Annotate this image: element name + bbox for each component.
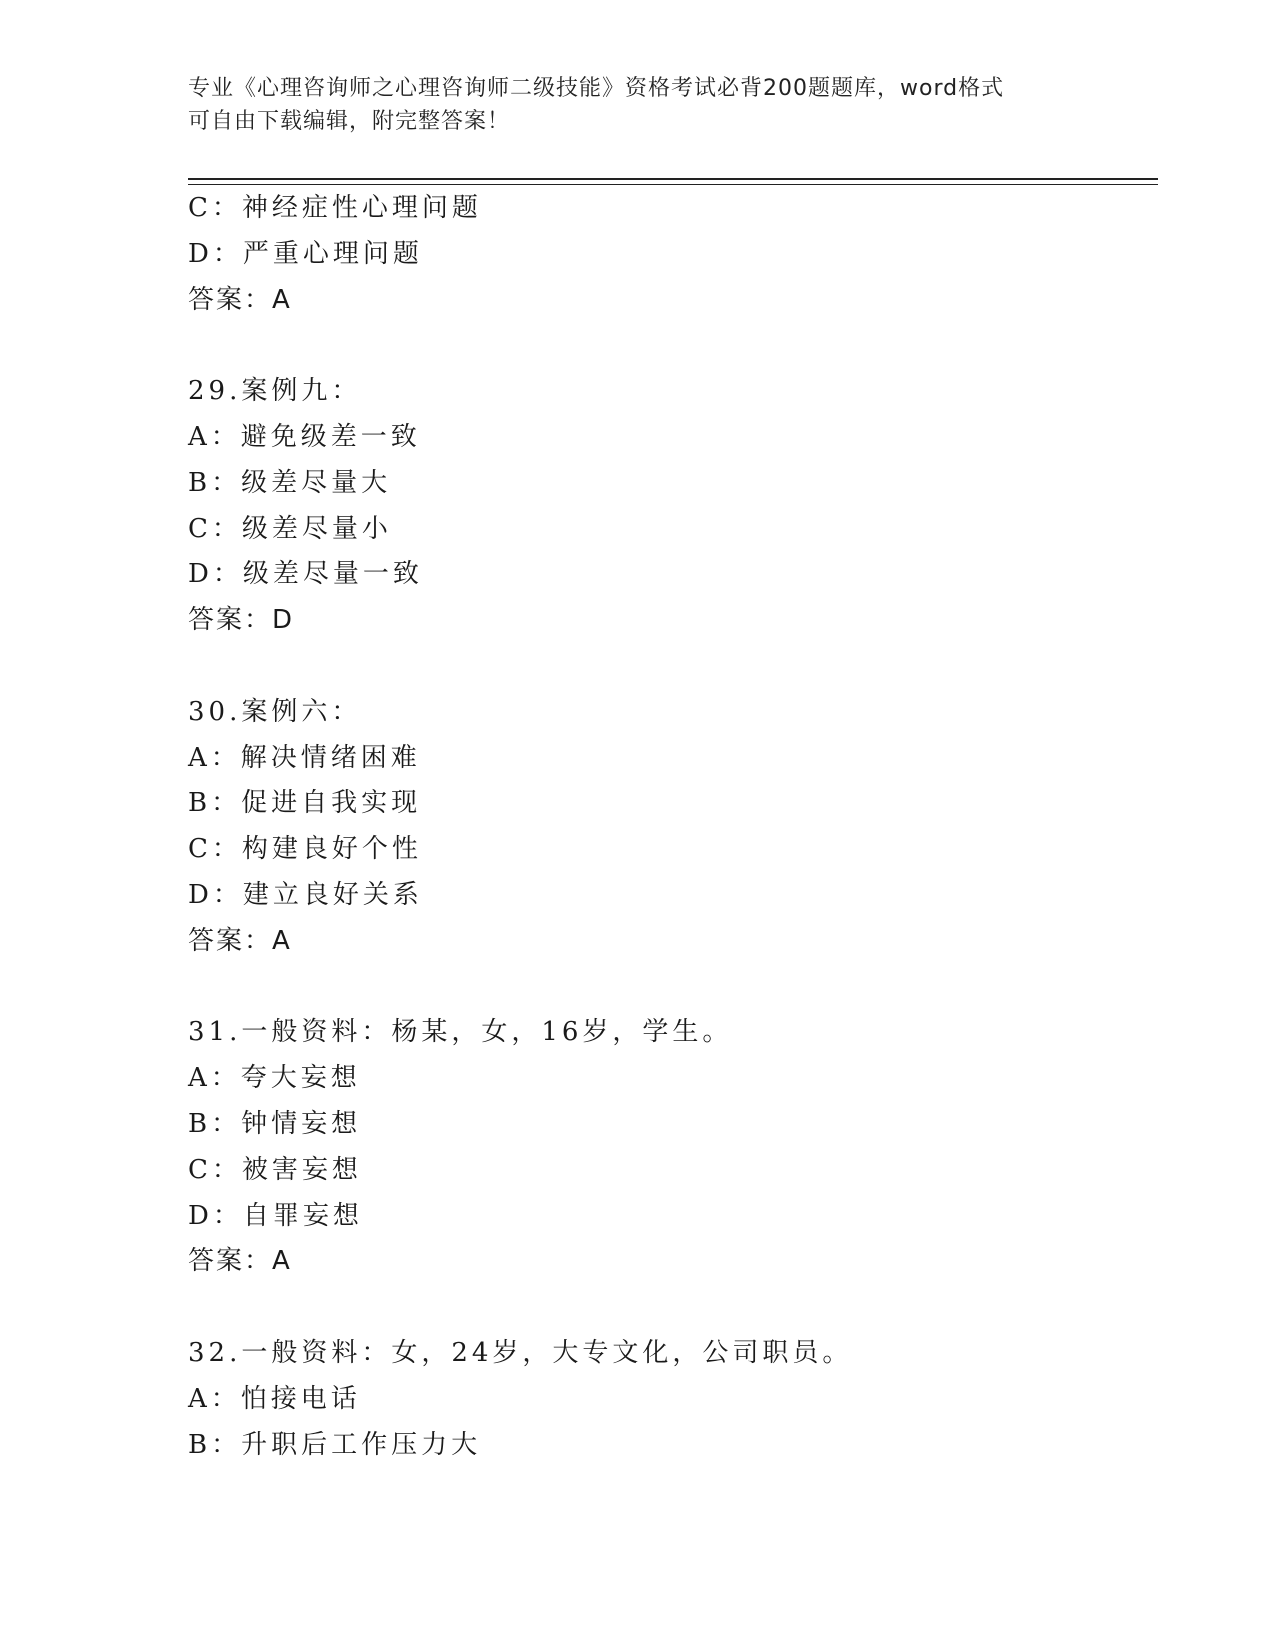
option-a: A：解决情绪困难 [188,742,421,773]
spacer [188,1285,1158,1331]
option-c: C：级差尽量小 [188,513,392,544]
answer: 答案：A [188,1246,292,1277]
question-32 [188,1331,1158,1468]
spacer [188,644,1158,690]
option-b: B：钟情妄想 [188,1108,362,1139]
question-stem: 32.一般资料：女，24岁，大专文化，公司职员。 [188,1337,853,1368]
option-b: B：促进自我实现 [188,788,422,819]
option-a: A：夸大妄想 [188,1063,361,1094]
option-d: D：自罪妄想 [188,1200,363,1231]
option-c: C：神经症性心理问题 [188,193,482,223]
option-d: D：建立良好关系 [188,879,423,910]
option-b: B：级差尽量大 [188,467,392,498]
question-29 [188,369,1158,644]
question-list [188,186,1158,1468]
spacer [188,965,1158,1011]
spacer [188,323,1158,369]
option-a: A：怕接电话 [188,1383,361,1414]
header-line-2: 可自由下载编辑，附完整答案！ [188,109,511,134]
question-30 [188,690,1158,965]
header-divider [188,178,1158,185]
option-c: C：构建良好个性 [188,834,422,865]
option-c: C：被害妄想 [188,1154,362,1185]
question-31 [188,1010,1158,1285]
question-28-continued [188,186,1158,323]
header-line-1: 专业《心理咨询师之心理咨询师二级技能》资格考试必背200题题库，word格式 [188,76,1005,101]
option-a: A：避免级差一致 [188,421,421,452]
answer: 答案：D [188,605,295,636]
answer: 答案：A [188,284,292,315]
page-header [188,72,1088,138]
option-b: B：升职后工作压力大 [188,1429,482,1460]
option-d: D：严重心理问题 [188,238,423,269]
option-d: D：级差尽量一致 [188,559,423,590]
answer: 答案：A [188,925,292,956]
question-stem: 29.案例九： [188,376,362,407]
question-stem: 30.案例六： [188,696,362,727]
question-stem: 31.一般资料：杨某，女，16岁，学生。 [188,1017,733,1048]
